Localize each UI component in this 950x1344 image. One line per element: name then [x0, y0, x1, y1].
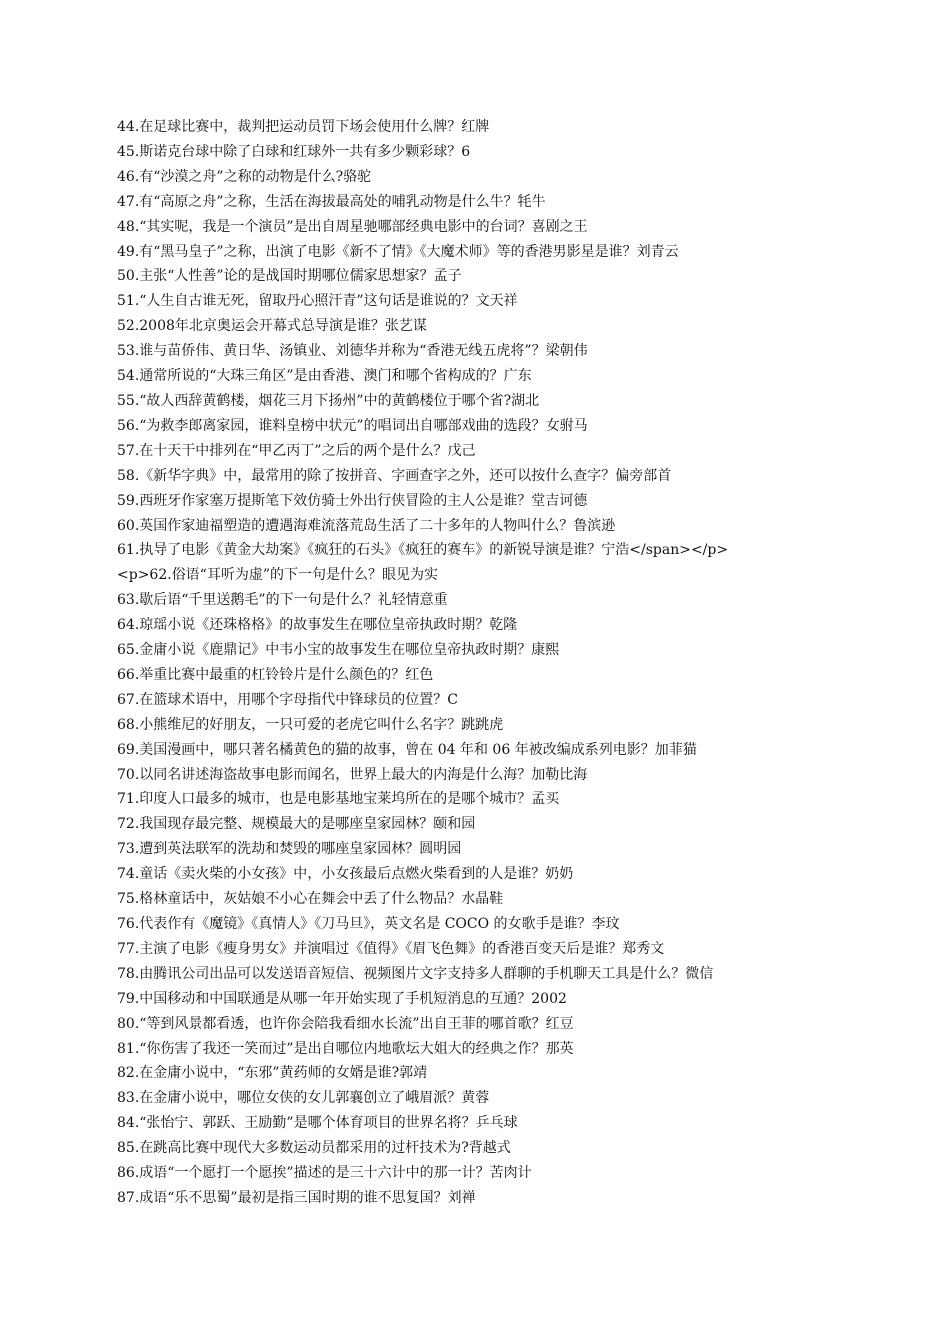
text-line: 87.成语“乐不思蜀”最初是指三国时期的谁不思复国？刘禅 — [117, 1189, 476, 1206]
text-line: 71.印度人口最多的城市，也是电影基地宝莱坞所在的是哪个城市？孟买 — [117, 791, 560, 808]
text-line: 52.2008年北京奥运会开幕式总导演是谁？张艺谋 — [117, 318, 427, 335]
text-line: 83.在金庸小说中，哪位女侠的女儿郭襄创立了峨眉派？黄蓉 — [117, 1090, 490, 1107]
text-line: 73.遭到英法联军的洗劫和焚毁的哪座皇家园林？圆明园 — [117, 841, 462, 858]
text-line: 78.由腾讯公司出品可以发送语音短信、视频图片文字支持多人群聊的手机聊天工具是什么？微信 — [117, 965, 714, 982]
text-line: 72.我国现存最完整、规模最大的是哪座皇家园林？颐和园 — [117, 816, 476, 833]
text-line: 81.“你伤害了我还一笑而过”是出自哪位内地歌坛大姐大的经典之作？那英 — [117, 1040, 574, 1057]
text-line: 70.以同名讲述海盗故事电影而闻名，世界上最大的内海是什么海？加勒比海 — [117, 766, 588, 783]
text-line: 59.西班牙作家塞万提斯笔下效仿骑士外出行侠冒险的主人公是谁？堂吉诃德 — [117, 492, 588, 509]
text-line: 82.在金庸小说中，“东邪”黄药师的女婿是谁?郭靖 — [117, 1065, 428, 1082]
text-line: 77.主演了电影《瘦身男女》并演唱过《值得》《眉飞色舞》的香港百变天后是谁？郑秀文 — [117, 940, 665, 957]
text-line: 51.“人生自古谁无死，留取丹心照汗青”这句话是谁说的？文天祥 — [117, 293, 518, 310]
text-line: 45.斯诺克台球中除了白球和红球外一共有多少颗彩球？6 — [117, 143, 471, 160]
text-line: 54.通常所说的“大珠三角区”是由香港、澳门和哪个省构成的？广东 — [117, 368, 532, 385]
text-line: 80.“等到风景都看透，也许你会陪我看细水长流”出自王菲的哪首歌？红豆 — [117, 1015, 574, 1032]
text-line: 47.有“高原之舟”之称，生活在海拔最高处的哺乳动物是什么牛？牦牛 — [117, 193, 546, 210]
text-line: 86.成语“一个愿打一个愿挨”描述的是三十六计中的那一计？苦肉计 — [117, 1165, 532, 1182]
text-line: 69.美国漫画中，哪只著名橘黄色的猫的故事，曾在 04 年和 06 年被改编成系列电影？加菲猫 — [117, 741, 697, 758]
text-line: 79.中国移动和中国联通是从哪一年开始实现了手机短消息的互通？2002 — [117, 990, 567, 1007]
text-line: 58.《新华字典》中，最常用的除了按拼音、字画查字之外，还可以按什么查字？偏旁部首 — [117, 467, 672, 484]
document-page — [117, 115, 917, 1211]
text-line: 44.在足球比赛中，裁判把运动员罚下场会使用什么牌？红牌 — [117, 119, 490, 135]
text-line: 68.小熊维尼的好朋友，一只可爱的老虎它叫什么名字？跳跳虎 — [117, 716, 504, 733]
text-line: 55.“故人西辞黄鹤楼，烟花三月下扬州”中的黄鹤楼位于哪个省?湖北 — [117, 392, 540, 409]
text-line: 66.举重比赛中最重的杠铃铃片是什么颜色的？红色 — [117, 666, 434, 683]
text-line: 61.执导了电影《黄金大劫案》《疯狂的石头》《疯狂的赛车》的新锐导演是谁？宁浩</span></p> — [117, 542, 729, 559]
text-line: 56.“为救李郎离家园，谁料皇榜中状元”的唱词出自哪部戏曲的选段？女驸马 — [117, 417, 588, 434]
text-line: 67.在篮球术语中，用哪个字母指代中锋球员的位置？C — [117, 691, 458, 708]
text-line: 74.童话《卖火柴的小女孩》中，小女孩最后点燃火柴看到的人是谁？奶奶 — [117, 866, 574, 883]
text-line: 53.谁与苗侨伟、黄日华、汤镇业、刘德华并称为“香港无线五虎将”？梁朝伟 — [117, 343, 588, 360]
text-line: <p>62.俗语“耳听为虚”的下一句是什么？眼见为实 — [117, 567, 439, 584]
text-line: 50.主张“人性善”论的是战国时期哪位儒家思想家？孟子 — [117, 268, 462, 285]
text-line: 48.“其实呢，我是一个演员”是出自周星驰哪部经典电影中的台词？喜剧之王 — [117, 218, 588, 235]
text-line: 75.格林童话中，灰姑娘不小心在舞会中丢了什么物品？水晶鞋 — [117, 891, 504, 908]
text-line: 60.英国作家迪福塑造的遭遇海难流落荒岛生活了二十多年的人物叫什么？鲁滨逊 — [117, 517, 616, 534]
text-line: 64.琼瑶小说《还珠格格》的故事发生在哪位皇帝执政时期？乾隆 — [117, 617, 518, 634]
text-line: 85.在跳高比赛中现代大多数运动员都采用的过杆技术为?背越式 — [117, 1140, 511, 1157]
text-line: 63.歇后语“千里送鹅毛”的下一句是什么？礼轻情意重 — [117, 592, 448, 609]
text-line: 49.有“黑马皇子”之称，出演了电影《新不了情》《大魔术师》等的香港男影星是谁？刘青云 — [117, 243, 679, 260]
text-line: 65.金庸小说《鹿鼎记》中韦小宝的故事发生在哪位皇帝执政时期？康熙 — [117, 642, 560, 659]
text-line: 57.在十天干中排列在“甲乙丙丁”之后的两个是什么？戊己 — [117, 442, 476, 459]
text-line: 46.有“沙漠之舟”之称的动物是什么?骆驼 — [117, 168, 372, 185]
text-line: 84.“张怡宁、郭跃、王励勤”是哪个体育项目的世界名将？乒乓球 — [117, 1115, 518, 1132]
text-line: 76.代表作有《魔镜》《真情人》《刀马旦》，英文名是 COCO 的女歌手是谁？李玟 — [117, 916, 620, 932]
